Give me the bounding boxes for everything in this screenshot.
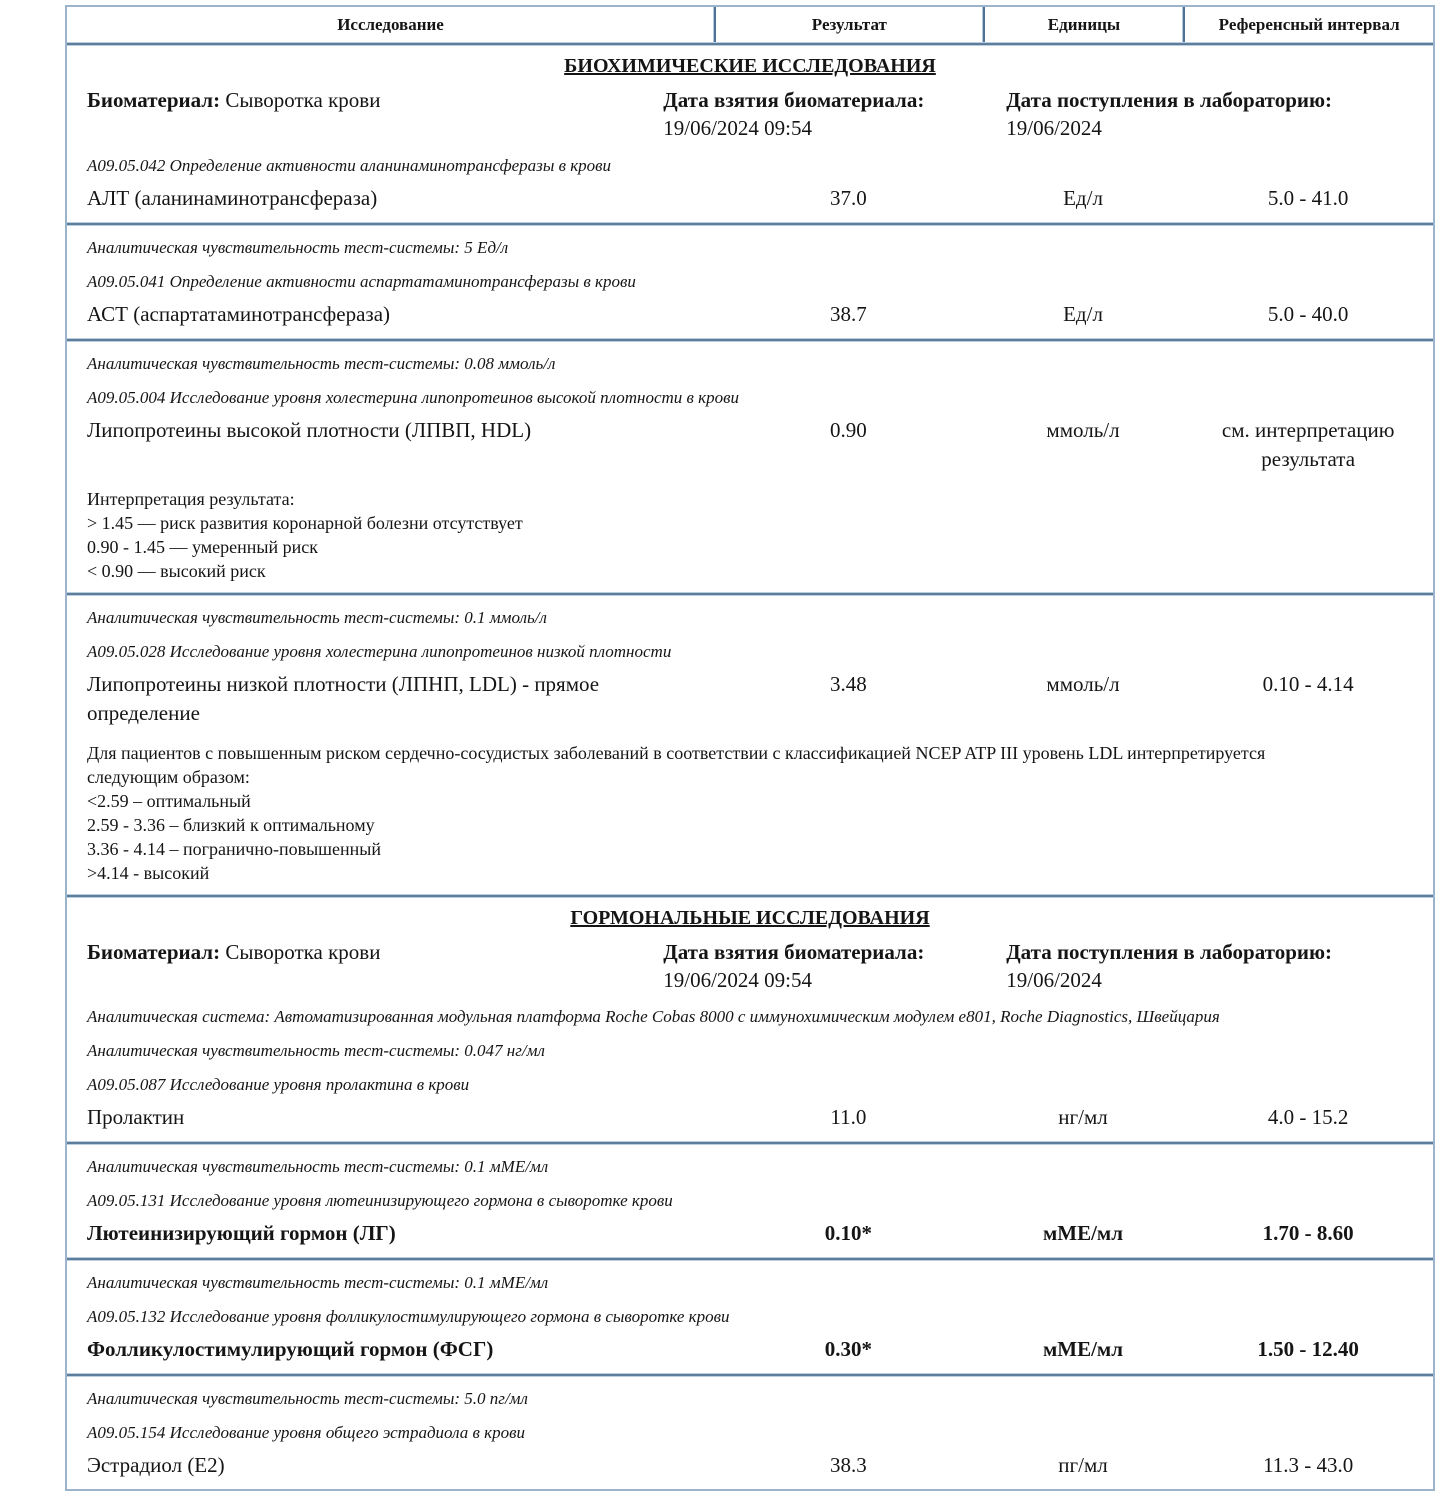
test-units: мМЕ/мл [1042, 1221, 1124, 1245]
test-result: 37.0 [829, 186, 867, 210]
row-divider [67, 1257, 1433, 1261]
collection-date-label: Дата взятия биоматериала: [663, 940, 925, 964]
column-header-reference: Референсный интервал [1183, 7, 1433, 42]
test-reference: 1.70 - 8.60 [1262, 1221, 1354, 1245]
row-divider [67, 1373, 1433, 1377]
test-units: Ед/л [1063, 186, 1103, 210]
test-units: пг/мл [1058, 1453, 1108, 1477]
row-divider [67, 1141, 1433, 1145]
column-header-result: Результат [714, 7, 983, 42]
sensitivity-note: Аналитическая чувствительность тест-системы: 0.1 ммоль/л [87, 608, 547, 627]
note-line: Для пациентов с повышенным риском сердечно-сосудистых заболеваний в соответствии с классификацией NCEP ATP III уровень LDL интерпретируется следующим образом: [87, 743, 1266, 787]
test-result: 38.7 [829, 302, 867, 326]
block-ldl [67, 607, 1433, 894]
received-date-value: 19/06/2024 [1006, 968, 1102, 992]
received-date-value: 19/06/2024 [1006, 116, 1102, 140]
test-result: 0.10* [824, 1221, 872, 1245]
biomaterial-value: Сыворотка крови [225, 88, 381, 112]
test-code: А09.05.131 Исследование уровня лютеинизирующего гормона в сыворотке крови [87, 1191, 673, 1210]
block-lh [67, 1156, 1433, 1257]
test-result-row [67, 670, 1433, 728]
block-prolactin [67, 907, 1433, 1141]
collection-date-cell [663, 86, 1006, 142]
test-result: 0.90 [829, 418, 867, 442]
sensitivity-note: Аналитическая чувствительность тест-системы: 5 Ед/л [87, 238, 509, 257]
table-header-row [67, 7, 1433, 42]
lab-report-table [65, 5, 1435, 1491]
sensitivity-note: Аналитическая чувствительность тест-системы: 0.1 мМЕ/мл [87, 1157, 549, 1176]
sensitivity-note: Аналитическая чувствительность тест-системы: 5.0 пг/мл [87, 1389, 528, 1408]
test-reference: 0.10 - 4.14 [1262, 672, 1354, 696]
test-code: А09.05.154 Исследование уровня общего эстрадиола в крови [87, 1423, 525, 1442]
test-result-row [67, 416, 1433, 474]
test-result: 3.48 [829, 672, 867, 696]
test-reference: 11.3 - 43.0 [1263, 1453, 1354, 1477]
test-result-row [67, 1219, 1433, 1248]
test-units: мМЕ/мл [1042, 1337, 1124, 1361]
collection-date-label: Дата взятия биоматериала: [663, 88, 925, 112]
test-units: Ед/л [1063, 302, 1103, 326]
collection-date-cell [663, 938, 1006, 994]
interpretation-notes [67, 487, 1433, 583]
test-result-row [67, 300, 1433, 329]
row-divider [67, 42, 1433, 46]
sensitivity-note: Аналитическая чувствительность тест-системы: 0.1 мМЕ/мл [87, 1273, 549, 1292]
received-date-cell [1006, 938, 1433, 994]
test-name: Липопротеины высокой плотности (ЛПВП, HDL) [87, 418, 532, 442]
column-header-test: Исследование [337, 15, 444, 34]
received-date-cell [1006, 86, 1433, 142]
row-divider [67, 592, 1433, 596]
test-code: А09.05.041 Определение активности аспартатаминотрансферазы в крови [87, 272, 636, 291]
biomaterial-row [67, 86, 1433, 142]
received-date-label: Дата поступления в лабораторию: [1006, 88, 1333, 112]
block-estradiol [67, 1388, 1433, 1489]
biomaterial-row [67, 938, 1433, 994]
test-result-row [67, 1451, 1433, 1480]
section-title-text: БИОХИМИЧЕСКИЕ ИССЛЕДОВАНИЯ [564, 55, 936, 77]
sensitivity-note: Аналитическая чувствительность тест-системы: 0.047 нг/мл [87, 1041, 545, 1060]
test-result: 38.3 [829, 1453, 867, 1477]
section-title-hormonal [67, 907, 1433, 930]
test-code: А09.05.087 Исследование уровня пролактина в крови [87, 1075, 470, 1094]
collection-date-value: 19/06/2024 09:54 [663, 968, 813, 992]
test-result-row [67, 184, 1433, 213]
block-alt [67, 55, 1433, 222]
biomaterial-cell [67, 86, 663, 142]
analytical-system-note: Аналитическая система: Автоматизированная модульная платформа Roche Cobas 8000 с иммунохимическим модулем е801, Roche Diagnostics, Швейцария [87, 1007, 1220, 1026]
interpretation-notes [67, 741, 1433, 885]
note-line: < 0.90 — высокий риск [87, 561, 266, 581]
block-fsh [67, 1272, 1433, 1373]
test-name: Фолликулостимулирующий гормон (ФСГ) [87, 1337, 494, 1361]
test-reference: 4.0 - 15.2 [1267, 1105, 1349, 1129]
section-title-biochemistry [67, 55, 1433, 78]
note-line: <2.59 – оптимальный [87, 791, 251, 811]
biomaterial-label: Биоматериал: [87, 940, 221, 964]
test-result-row [67, 1335, 1433, 1364]
test-name: Эстрадиол (Е2) [87, 1453, 225, 1477]
collection-date-value: 19/06/2024 09:54 [663, 116, 813, 140]
test-result-row [67, 1103, 1433, 1132]
test-units: нг/мл [1058, 1105, 1108, 1129]
note-line: > 1.45 — риск развития коронарной болезни отсутствует [87, 513, 523, 533]
test-name: АСТ (аспартатаминотрансфераза) [87, 302, 391, 326]
block-ast [67, 237, 1433, 338]
note-line: 0.90 - 1.45 — умеренный риск [87, 537, 318, 557]
test-units: ммоль/л [1046, 418, 1120, 442]
test-code: А09.05.028 Исследование уровня холестерина липопротеинов низкой плотности [87, 642, 672, 661]
row-divider [67, 338, 1433, 342]
row-divider [67, 894, 1433, 898]
note-line: 2.59 - 3.36 – близкий к оптимальному [87, 815, 375, 835]
test-name: Лютеинизирующий гормон (ЛГ) [87, 1221, 396, 1245]
test-reference: 1.50 - 12.40 [1257, 1337, 1359, 1361]
test-result: 0.30* [824, 1337, 872, 1361]
test-units: ммоль/л [1046, 672, 1120, 696]
test-reference: см. интерпретацию результата [1221, 418, 1395, 471]
biomaterial-cell [67, 938, 663, 994]
row-divider [67, 222, 1433, 226]
test-reference: 5.0 - 40.0 [1267, 302, 1349, 326]
sensitivity-note: Аналитическая чувствительность тест-системы: 0.08 ммоль/л [87, 354, 556, 373]
column-header-units: Единицы [983, 7, 1184, 42]
test-code: А09.05.004 Исследование уровня холестерина липопротеинов высокой плотности в крови [87, 388, 739, 407]
note-line: 3.36 - 4.14 – погранично-повышенный [87, 839, 382, 859]
test-code: А09.05.042 Определение активности аланинаминотрансферазы в крови [87, 156, 612, 175]
test-name: Пролактин [87, 1105, 185, 1129]
test-result: 11.0 [830, 1105, 867, 1129]
test-name: АЛТ (аланинаминотрансфераза) [87, 186, 378, 210]
biomaterial-label: Биоматериал: [87, 88, 221, 112]
test-code: А09.05.132 Исследование уровня фолликулостимулирующего гормона в сыворотке крови [87, 1307, 730, 1326]
note-line: >4.14 - высокий [87, 863, 210, 883]
test-name: Липопротеины низкой плотности (ЛПНП, LDL) - прямое определение [87, 672, 600, 725]
received-date-label: Дата поступления в лабораторию: [1006, 940, 1333, 964]
block-hdl [67, 353, 1433, 592]
test-reference: 5.0 - 41.0 [1267, 186, 1349, 210]
note-line: Интерпретация результата: [87, 489, 295, 509]
section-title-text: ГОРМОНАЛЬНЫЕ ИССЛЕДОВАНИЯ [570, 907, 930, 929]
biomaterial-value: Сыворотка крови [225, 940, 381, 964]
